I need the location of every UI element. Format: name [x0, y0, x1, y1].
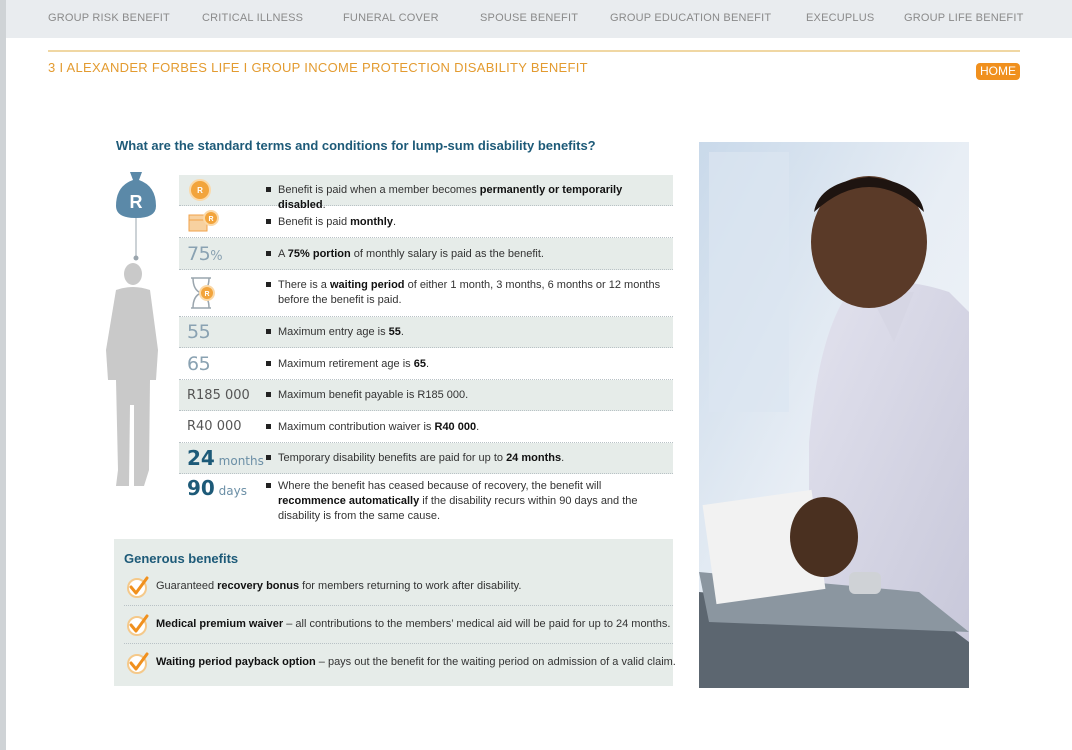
divider	[124, 643, 673, 644]
nav-spouse-benefit[interactable]: SPOUSE BENEFIT	[480, 12, 579, 24]
terms-list	[179, 175, 673, 530]
checkmark-icon	[126, 575, 150, 599]
list-item	[179, 443, 673, 474]
nav-execuplus[interactable]: EXECUPLUS	[806, 12, 875, 24]
figure-max-benefit: R185 000	[187, 387, 250, 403]
list-item	[179, 206, 673, 238]
list-item	[179, 175, 673, 211]
list-item	[179, 380, 673, 411]
nav-critical-illness[interactable]: CRITICAL ILLNESS	[202, 12, 304, 24]
nav-group-education-benefit[interactable]: GROUP EDUCATION BENEFIT	[610, 12, 772, 24]
generous-benefits-heading: Generous benefits	[124, 551, 239, 566]
list-item	[179, 474, 673, 530]
figure-90-days: 90 days	[187, 476, 247, 500]
list-item	[179, 411, 673, 443]
list-item	[179, 317, 673, 348]
term-text: Benefit is paid when a member becomes permanently or temporarily disabled.	[278, 184, 623, 211]
checkmark-icon	[126, 651, 150, 675]
nav-group-risk-benefit[interactable]: GROUP RISK BENEFIT	[48, 12, 170, 24]
coins-calendar-icon	[179, 206, 265, 237]
term-text: Maximum contribution waiver is R40 000.	[278, 421, 480, 433]
benefit-text: Waiting period payback option – pays out the benefit for the waiting period on admission of a valid claim.	[156, 656, 676, 668]
moneybag-letter: R	[129, 192, 143, 212]
list-item	[179, 270, 673, 317]
home-button[interactable]: HOME	[976, 63, 1020, 80]
checkmark-icon	[126, 613, 150, 637]
list-item	[114, 645, 676, 683]
figure-24-months: 24 months	[187, 446, 264, 470]
man-reading-document-photo	[699, 142, 969, 688]
svg-text:R: R	[204, 291, 210, 298]
generous-benefits-panel	[114, 539, 676, 686]
window-edge	[0, 0, 6, 750]
figure-max-entry-age: 55	[187, 321, 211, 343]
term-text: Where the benefit has ceased because of recovery, the benefit will recommence automatically if the disability recurs within 90 days and the disability is from the same cause.	[278, 480, 638, 522]
section-question: What are the standard terms and conditions for lump-sum disability benefits?	[116, 138, 596, 153]
figure-max-retirement-age: 65	[187, 352, 211, 375]
hourglass-icon	[179, 270, 265, 316]
list-item	[114, 569, 673, 607]
person-with-moneybag-illustration	[86, 170, 182, 490]
term-text: A 75% portion of monthly salary is paid as the benefit.	[278, 248, 544, 260]
term-text: Maximum entry age is 55.	[278, 326, 404, 338]
benefit-text: Guaranteed recovery bonus for members returning to work after disability.	[156, 580, 522, 592]
nav-funeral-cover[interactable]: FUNERAL COVER	[343, 12, 439, 24]
figure-max-contribution-waiver: R40 000	[187, 419, 242, 434]
header-rule	[48, 50, 1020, 52]
list-item	[179, 238, 673, 270]
svg-text:R: R	[208, 215, 214, 223]
benefit-text: Medical premium waiver – all contributions to the members’ medical aid will be paid for up to 24 months.	[156, 618, 671, 630]
breadcrumb: 3 I ALEXANDER FORBES LIFE I GROUP INCOME PROTECTION DISABILITY BENEFIT	[48, 60, 588, 75]
term-text: Maximum benefit payable is R185 000.	[278, 389, 469, 401]
divider	[124, 605, 673, 606]
top-navigation	[6, 0, 1072, 38]
figure-75-percent: 75%	[187, 242, 223, 265]
coin-icon: R	[179, 175, 265, 205]
term-text: There is a waiting period of either 1 month, 3 months, 6 months or 12 months before the benefit is paid.	[278, 279, 661, 306]
term-text: Temporary disability benefits are paid for up to 24 months.	[278, 452, 565, 464]
list-item	[179, 348, 673, 380]
term-text: Maximum retirement age is 65.	[278, 358, 430, 370]
nav-group-life-benefit[interactable]: GROUP LIFE BENEFIT	[904, 12, 1024, 24]
list-item	[114, 607, 673, 645]
term-text: Benefit is paid monthly.	[278, 216, 396, 228]
